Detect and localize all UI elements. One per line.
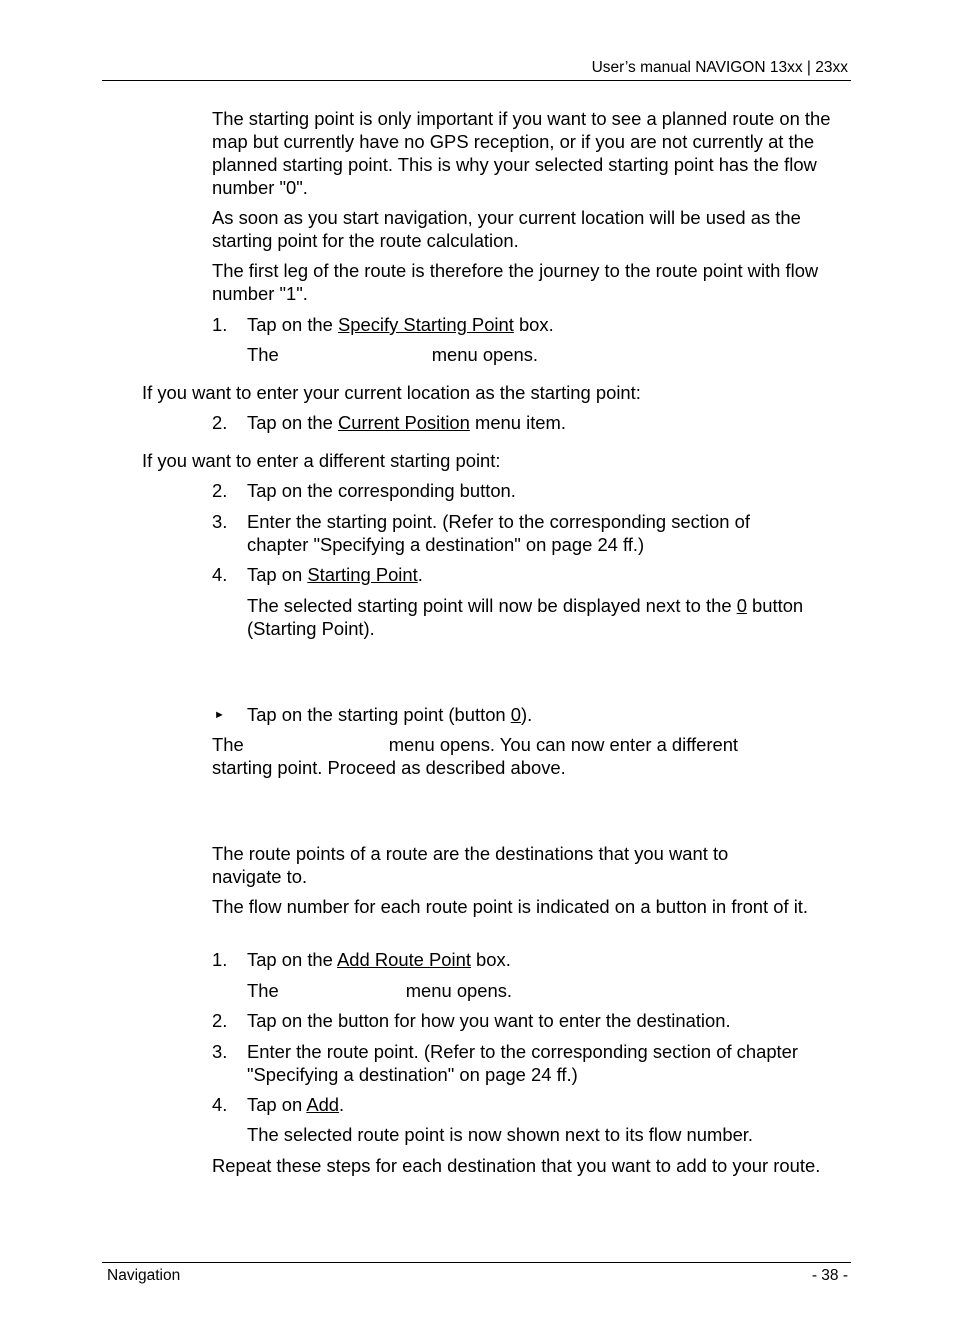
bullet-result-pre: The bbox=[212, 734, 244, 755]
step-choose-destination-entry: Tap on the button for how you want to enter the destination. bbox=[247, 1010, 731, 1031]
step-tap-add bbox=[247, 1093, 852, 1116]
condition-different-starting-point: If you want to enter a different starting point: bbox=[142, 450, 501, 471]
step-text: Tap on the bbox=[247, 314, 339, 335]
step-number: 3. bbox=[212, 511, 228, 532]
step-tap-starting-point-button bbox=[247, 703, 852, 726]
step-number: 1. bbox=[212, 314, 228, 335]
step-tap-starting-point bbox=[247, 563, 852, 586]
add-route-point-link[interactable]: Add Route Point bbox=[337, 949, 471, 970]
step-text: Tap on bbox=[247, 1094, 307, 1115]
paragraph-starting-point-info: The starting point is only important if you want to see a planned route on the map but currently have no GPS reception, or if you are not currently at the planned starting point. This is why your selected starting point has the flow number "0". bbox=[212, 108, 831, 198]
current-position-link[interactable]: Current Position bbox=[338, 412, 470, 433]
paragraph-flow-number: The flow number for each route point is indicated on a button in front of it. bbox=[212, 896, 808, 917]
step-number: 2. bbox=[212, 480, 228, 501]
step-number: 3. bbox=[212, 1041, 228, 1062]
button-zero-link[interactable]: 0 bbox=[736, 595, 747, 616]
step-result-post: button (Starting Point). bbox=[247, 595, 804, 639]
bullet-arrow-icon: ► bbox=[214, 709, 225, 721]
step-result-route-point: The selected route point is now shown next to its flow number. bbox=[247, 1124, 754, 1145]
step-number: 2. bbox=[212, 1010, 228, 1031]
step-result-pre: The selected starting point will now be displayed next to the bbox=[247, 595, 737, 616]
step-number: 2. bbox=[212, 412, 228, 433]
paragraph-current-location: As soon as you start navigation, your current location will be used as the starting point for the route calculation. bbox=[212, 207, 801, 251]
step-number: 4. bbox=[212, 1094, 228, 1115]
step-enter-route-point: Enter the route point. (Refer to the corresponding section of chapter "Specifying a destination" on page 24 ff.) bbox=[247, 1041, 799, 1085]
condition-current-location: If you want to enter your current location as the starting point: bbox=[142, 382, 641, 403]
step-text: menu item. bbox=[469, 412, 566, 433]
step-text: . bbox=[339, 1094, 345, 1115]
footer-page-number: - 38 - bbox=[811, 1267, 848, 1284]
header-title: User’s manual NAVIGON 13xx | 23xx bbox=[591, 59, 848, 76]
bullet-result-post: menu opens. You can now enter a different bbox=[388, 734, 739, 755]
step-current-position bbox=[247, 411, 852, 434]
step-result-displayed bbox=[247, 594, 807, 640]
step-text: . bbox=[417, 564, 423, 585]
paragraph-route-points: The route points of a route are the destinations that you want to navigate to. bbox=[212, 843, 729, 887]
step-text: Tap on the starting point (button bbox=[247, 704, 511, 725]
step-enter-starting-point: Enter the starting point. (Refer to the corresponding section of chapter "Specifying a destination" on page 24 ff.) bbox=[247, 511, 750, 555]
page-header bbox=[420, 59, 848, 77]
specify-starting-point-link[interactable]: Specify Starting Point bbox=[338, 314, 514, 335]
paragraph-first-leg: The first leg of the route is therefore the journey to the route point with flow number "1". bbox=[212, 260, 819, 304]
step-specify-starting-point bbox=[247, 313, 852, 336]
step-result bbox=[247, 343, 852, 366]
footer-rule bbox=[102, 1262, 851, 1263]
add-link[interactable]: Add bbox=[306, 1094, 340, 1115]
starting-point-link[interactable]: Starting Point bbox=[307, 564, 418, 585]
step-text: Tap on bbox=[247, 564, 308, 585]
step-text: box. bbox=[470, 949, 511, 970]
bullet-result bbox=[212, 733, 852, 779]
step-result-pre: The bbox=[247, 344, 279, 365]
step-number: 1. bbox=[212, 949, 228, 970]
step-result-post: menu opens. bbox=[431, 344, 539, 365]
step-corresponding-button: Tap on the corresponding button. bbox=[247, 480, 516, 501]
step-text: box. bbox=[513, 314, 554, 335]
step-result-pre: The bbox=[247, 980, 279, 1001]
bullet-result-line2: starting point. Proceed as described above. bbox=[212, 757, 566, 778]
footer-section: Navigation bbox=[107, 1267, 181, 1284]
step-add-route-point bbox=[247, 948, 852, 971]
header-rule bbox=[102, 80, 851, 81]
button-zero-link[interactable]: 0 bbox=[510, 704, 522, 725]
step-text: Tap on the bbox=[247, 949, 337, 970]
step-result-post: menu opens. bbox=[405, 980, 513, 1001]
step-text: Tap on the bbox=[247, 412, 339, 433]
step-result bbox=[247, 979, 852, 1002]
paragraph-repeat-steps: Repeat these steps for each destination that you want to add to your route. bbox=[212, 1155, 821, 1176]
step-text: ). bbox=[521, 704, 533, 725]
step-number: 4. bbox=[212, 564, 228, 585]
